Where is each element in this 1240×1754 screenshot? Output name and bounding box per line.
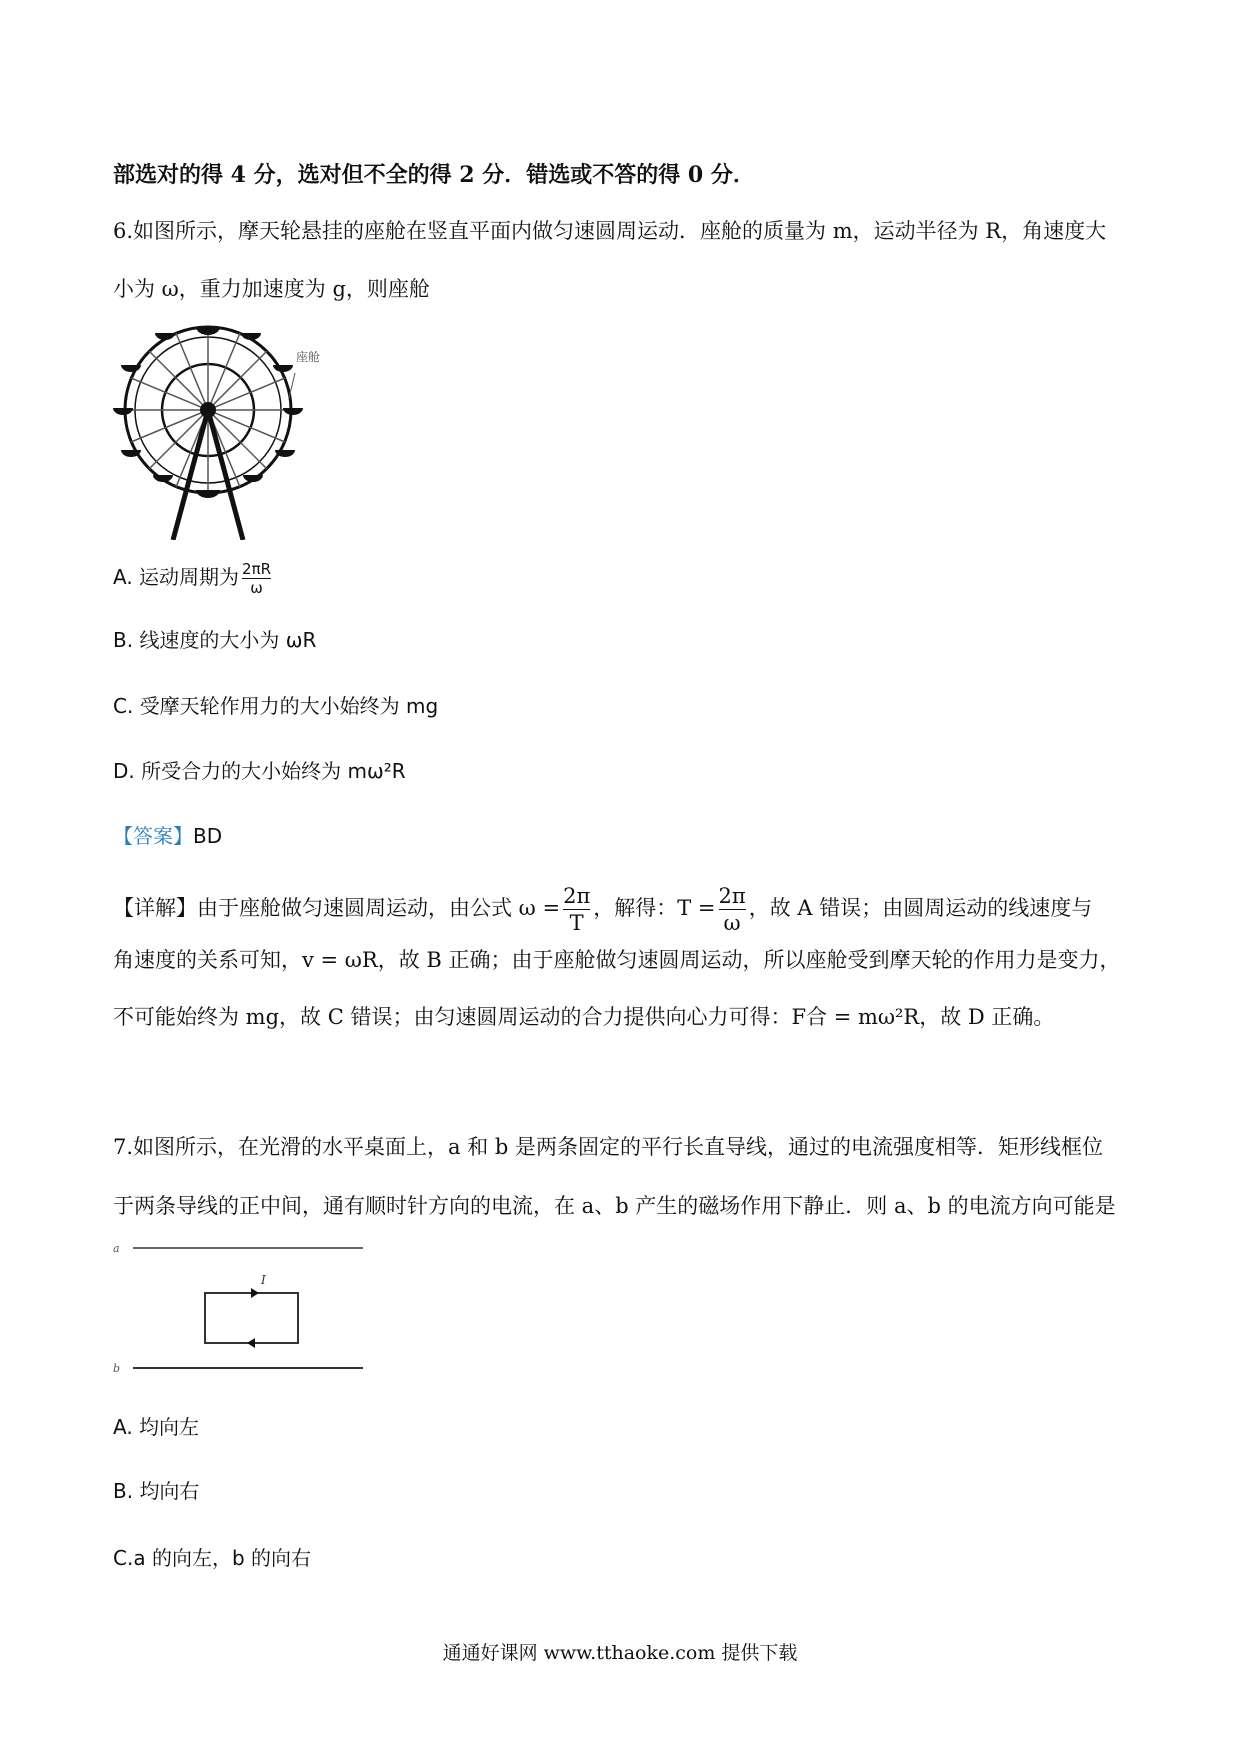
scoring-instructions: 部选对的得 4 分，选对但不全的得 2 分．错选或不答的得 0 分． — [113, 162, 755, 188]
denominator: ω — [723, 911, 741, 935]
detail-text: ，解得：T = — [593, 896, 716, 920]
option-text: 运动周期为 — [139, 565, 240, 589]
detail-text: ，故 A 错误；由圆周运动的线速度与 — [748, 896, 1093, 920]
option-letter: D. — [113, 759, 135, 783]
option-text: 线速度的大小为 ωR — [139, 628, 317, 652]
parallel-wires-figure — [113, 1238, 403, 1378]
answer-value: BD — [193, 824, 223, 848]
fraction — [242, 560, 271, 597]
option-text: 所受合力的大小始终为 mω²R — [141, 759, 406, 783]
current-label: I — [261, 1273, 266, 1287]
q6-stem-line2: 小为 ω，重力加速度为 g，则座舱 — [113, 277, 430, 301]
fraction — [719, 883, 746, 936]
numerator: 2π — [563, 884, 591, 908]
q7-option-c — [113, 1543, 311, 1573]
q7-stem-line1: 7.如图所示，在光滑的水平桌面上，a 和 b 是两条固定的平行长直导线，通过的电流强度相等．矩形线框位 — [113, 1135, 1104, 1159]
answer-label: 【答案】 — [113, 824, 193, 848]
numerator: 2π — [718, 884, 746, 908]
option-letter: C. — [113, 1546, 134, 1570]
option-text: 受摩天轮作用力的大小始终为 mg — [139, 694, 439, 718]
footer-download-note: 通通好课网 www.tthaoke.com 提供下载 — [442, 1642, 798, 1664]
q6-option-a — [113, 560, 274, 597]
q6-stem-line1: 6.如图所示，摩天轮悬挂的座舱在竖直平面内做匀速圆周运动．座舱的质量为 m，运动半径为 R，角速度大 — [113, 219, 1107, 243]
q6-detail-line3: 不可能始终为 mg，故 C 错误；由匀速圆周运动的合力提供向心力可得：F合 = mω²R，故 D 正确。 — [113, 1005, 1055, 1029]
q6-option-c — [113, 691, 438, 721]
option-text: a 的向左，b 的向右 — [133, 1546, 311, 1570]
numerator: 2πR — [242, 560, 272, 578]
cabin-label: 座舱 — [296, 350, 321, 364]
detail-text: 【详解】由于座舱做匀速圆周运动，由公式 ω = — [113, 896, 561, 920]
option-text: 均向右 — [139, 1479, 200, 1503]
q7-option-b — [113, 1476, 199, 1506]
q7-stem-line2: 于两条导线的正中间，通有顺时针方向的电流，在 a、b 产生的磁场作用下静止．则 a、b 的电流方向可能是 — [113, 1194, 1116, 1218]
denominator: ω — [250, 579, 263, 597]
q6-option-b — [113, 625, 316, 655]
option-letter: C. — [113, 694, 134, 718]
q6-answer — [113, 821, 222, 851]
option-letter: A. — [113, 1415, 133, 1439]
option-letter: B. — [113, 1479, 134, 1503]
fraction — [563, 883, 590, 936]
option-text: 均向左 — [139, 1415, 200, 1439]
option-letter: A. — [113, 565, 133, 589]
denominator: T — [569, 911, 584, 935]
option-letter: B. — [113, 628, 134, 652]
q6-detail-line2: 角速度的关系可知，v = ωR，故 B 正确；由于座舱做匀速圆周运动，所以座舱受到摩天轮的作用力是变力， — [113, 948, 1121, 972]
q7-option-a — [113, 1412, 199, 1442]
q6-detail-line1 — [113, 880, 1092, 936]
q6-option-d — [113, 756, 406, 786]
wire-a-label: a — [113, 1242, 120, 1255]
wire-b-label: b — [113, 1362, 121, 1375]
